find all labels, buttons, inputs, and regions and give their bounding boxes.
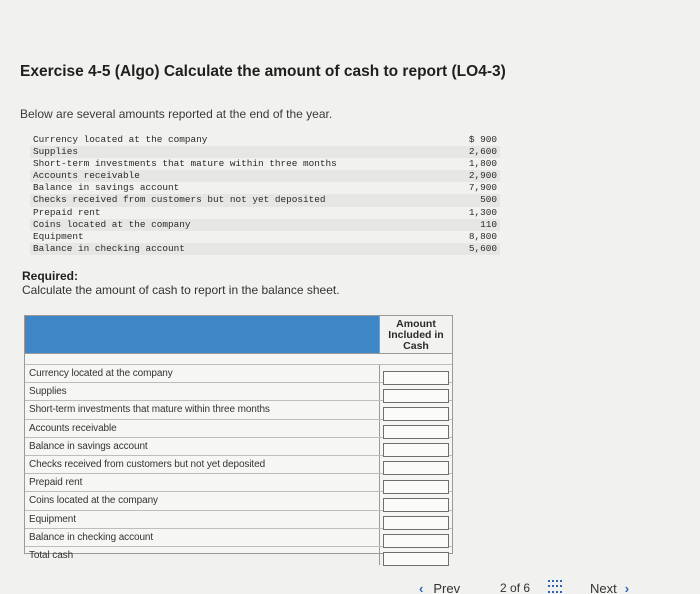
amount-row <box>30 158 500 170</box>
amount-cell <box>380 511 452 528</box>
page-of: of <box>510 581 521 594</box>
table-header <box>25 316 452 354</box>
amount-label: Balance in checking account <box>33 242 185 254</box>
required-text: Calculate the amount of cash to report in the balance sheet. <box>22 283 340 297</box>
amount-value: 1,300 <box>468 206 497 218</box>
table-row <box>25 456 452 474</box>
amount-value: 2,600 <box>468 146 497 158</box>
amount-value: 1,800 <box>468 158 497 170</box>
amount-cell <box>380 547 452 565</box>
amount-row <box>30 182 500 194</box>
table-row <box>25 420 452 438</box>
amount-row <box>30 194 500 206</box>
amount-cell <box>380 420 452 437</box>
table-row-total <box>25 547 452 565</box>
row-label: Coins located at the company <box>25 492 380 509</box>
row-label: Prepaid rent <box>25 474 380 491</box>
amount-cell <box>380 383 452 400</box>
amount-row <box>30 219 500 231</box>
amount-value: 5,600 <box>468 242 497 254</box>
amount-value: 500 <box>480 194 497 206</box>
table-row <box>25 474 452 492</box>
row-label: Balance in savings account <box>25 438 380 455</box>
amount-value: 2,900 <box>468 170 497 182</box>
answer-table <box>24 315 453 561</box>
amount-label: Supplies <box>33 146 79 158</box>
table-header-label-cell <box>25 316 380 353</box>
prev-button[interactable] <box>419 578 460 594</box>
amount-cell <box>380 456 452 473</box>
next-button[interactable] <box>590 578 629 594</box>
row-label: Total cash <box>25 547 380 565</box>
table-row <box>25 401 452 419</box>
amount-value: 7,900 <box>468 182 497 194</box>
amount-label: Checks received from customers but not yet deposited <box>33 194 326 206</box>
table-row <box>25 492 452 510</box>
amount-row <box>30 231 500 243</box>
table-spacer-row <box>25 354 452 365</box>
row-label: Equipment <box>25 511 380 528</box>
table-row <box>25 383 452 401</box>
amount-value: 8,800 <box>468 230 497 242</box>
row-label: Checks received from customers but not yet deposited <box>25 456 380 473</box>
row-label: Short-term investments that mature within three months <box>25 401 380 418</box>
amount-label: Coins located at the company <box>33 218 191 230</box>
amount-row <box>30 146 500 158</box>
table-row <box>25 438 452 456</box>
amount-cell <box>380 438 452 455</box>
chevron-left-icon: ‹ <box>419 580 424 594</box>
row-label: Supplies <box>25 383 380 400</box>
amount-label: Balance in savings account <box>33 182 180 194</box>
amount-column-header: Amount Included in Cash <box>380 316 452 353</box>
amount-row <box>30 243 500 255</box>
amount-value: $ 900 <box>468 134 497 145</box>
table-row <box>25 511 452 529</box>
amount-cell <box>380 401 452 418</box>
exercise-title: Exercise 4-5 (Algo) Calculate the amount of cash to report (LO4-3) <box>20 63 506 80</box>
table-row <box>25 365 452 383</box>
page-total: 6 <box>523 581 531 594</box>
amounts-list <box>30 134 500 255</box>
amount-row <box>30 207 500 219</box>
row-label: Currency located at the company <box>25 365 380 382</box>
amount-row <box>30 170 500 182</box>
amount-cell <box>380 492 452 509</box>
amount-input-total-cash[interactable] <box>383 552 449 566</box>
page-indicator <box>500 578 530 594</box>
prev-label: Prev <box>433 580 461 594</box>
amount-row <box>30 134 500 146</box>
amount-value: 110 <box>480 218 497 230</box>
exercise-intro: Below are several amounts reported at the end of the year. <box>20 107 333 121</box>
grid-icon[interactable] <box>548 580 562 594</box>
row-label: Balance in checking account <box>25 529 380 546</box>
table-row <box>25 529 452 547</box>
amount-label: Equipment <box>33 230 84 242</box>
amount-label: Prepaid rent <box>33 206 101 218</box>
amount-label: Currency located at the company <box>33 134 208 145</box>
amount-label: Short-term investments that mature within three months <box>33 158 337 170</box>
required-heading: Required: <box>22 269 79 283</box>
page-current: 2 <box>500 581 507 594</box>
amount-label: Accounts receivable <box>33 170 140 182</box>
next-label: Next <box>590 580 617 594</box>
amount-cell <box>380 365 452 382</box>
amount-cell <box>380 474 452 491</box>
row-label: Accounts receivable <box>25 420 380 437</box>
amount-cell <box>380 529 452 546</box>
chevron-right-icon: › <box>624 580 630 594</box>
